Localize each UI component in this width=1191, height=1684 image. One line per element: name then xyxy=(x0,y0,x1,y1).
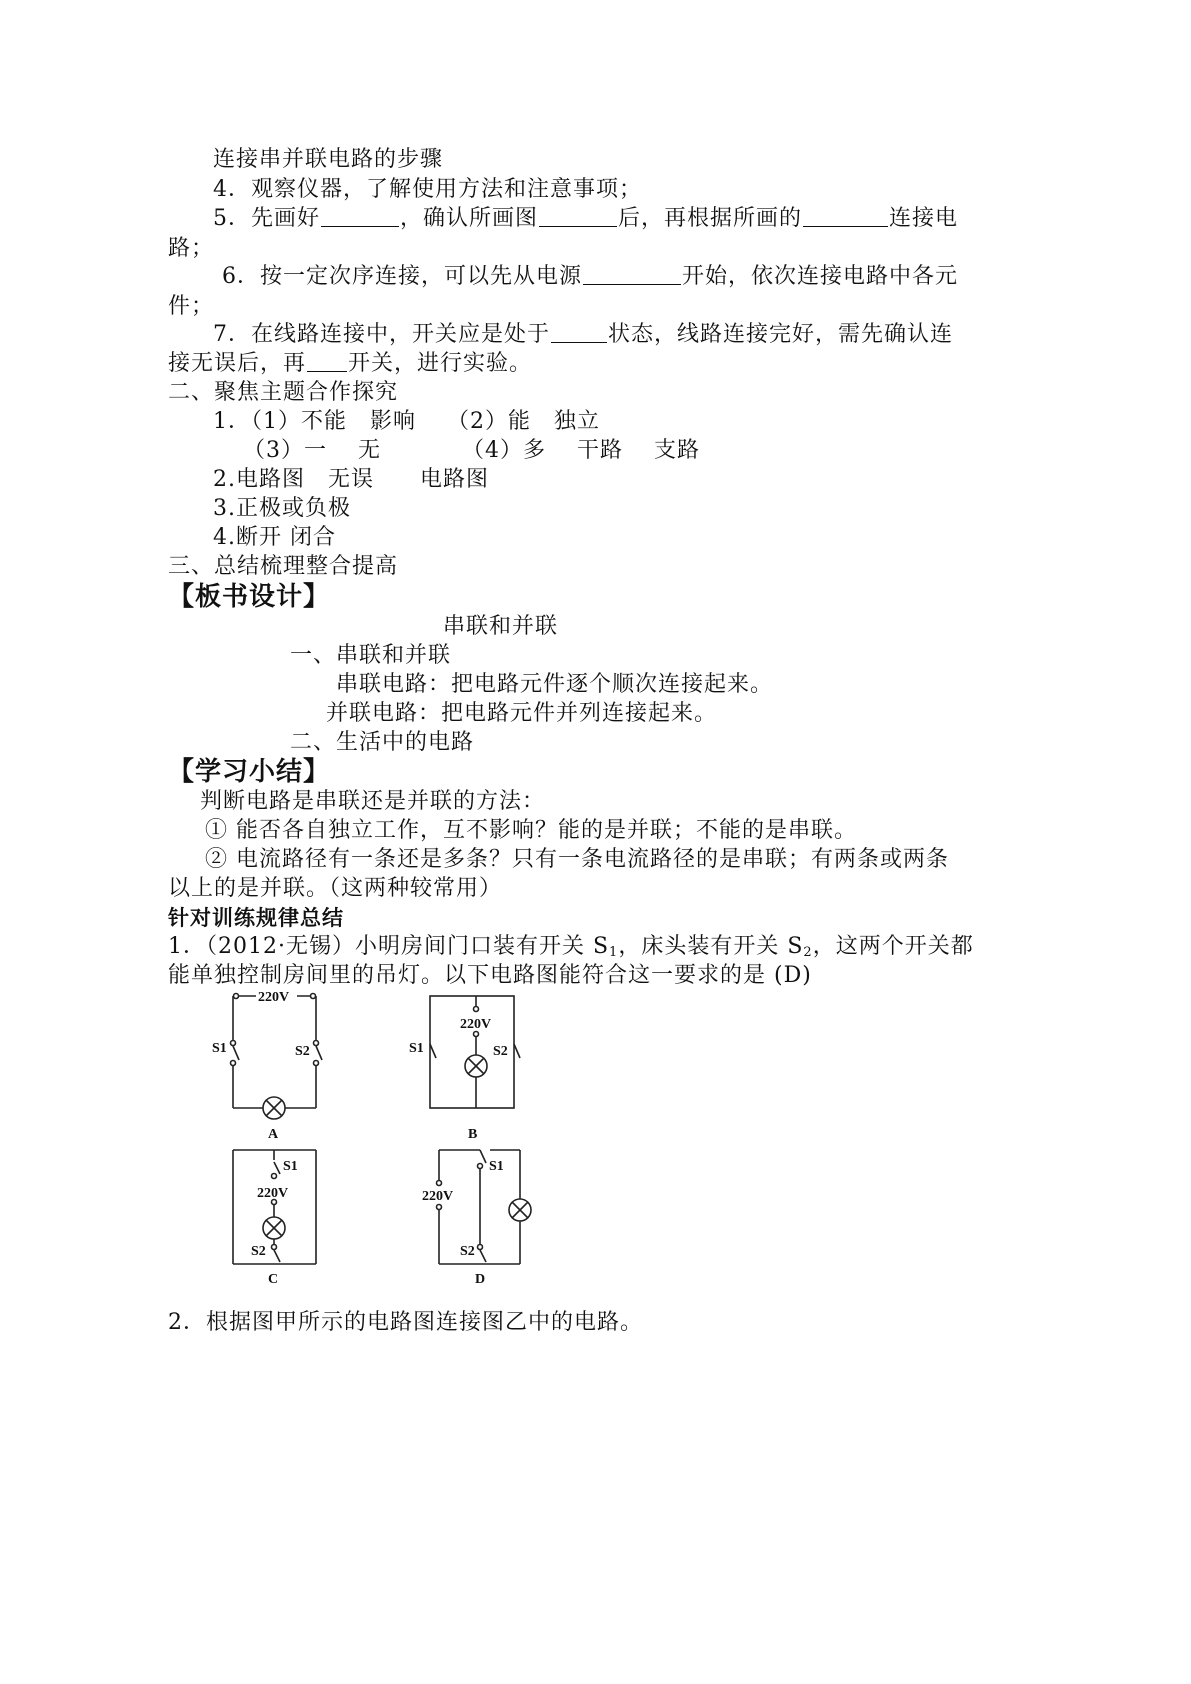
question-1: 1．（2012·无锡）小明房间门口装有开关 $S_1$，床头装有开关 $S_2$，这两个开关都 xyxy=(168,934,974,960)
answer-1: 1．（1）不能 影响 （2）能 独立 xyxy=(213,409,600,434)
circuit-c-label: C xyxy=(268,1272,279,1287)
summary-method-2: ② 电流路径有一条还是多条？只有一条电流路径的是串联；有两条或两条 xyxy=(205,847,949,872)
step-5: 5．先画好 ，确认所画图 后，再根据所画的 连接电 xyxy=(213,206,959,231)
board-center-title: 串联和并联 xyxy=(443,614,559,639)
circuit-a-voltage: 220V xyxy=(258,990,290,1005)
circuit-d-label: D xyxy=(475,1272,486,1287)
step-7-cont: 接无误后，再 开关，进行实验。 xyxy=(168,351,533,376)
answer-2: 2.电路图 无误 电路图 xyxy=(213,467,489,492)
step-4: 4．观察仪器，了解使用方法和注意事项； xyxy=(213,177,642,202)
circuit-b-voltage: 220V xyxy=(460,1017,492,1032)
step-6-cont: 件； xyxy=(168,294,215,319)
step-6: 6．按一定次序连接，可以先从电源 开始，依次连接电路中各元 xyxy=(222,264,959,289)
summary-method-1: ① 能否各自独立工作，互不影响？能的是并联；不能的是串联。 xyxy=(205,818,857,843)
board-point-1: 一、串联和并联 xyxy=(290,643,452,668)
circuit-b-s2: S2 xyxy=(493,1044,508,1059)
summary-heading: 【学习小结】 xyxy=(168,757,331,787)
board-parallel: 并联电路：把电路元件并列连接起来。 xyxy=(326,701,718,726)
circuit-d-voltage: 220V xyxy=(422,1189,454,1204)
training-heading: 针对训练规律总结 xyxy=(168,906,344,930)
circuit-c xyxy=(233,1150,316,1264)
circuit-d-s1: S1 xyxy=(489,1159,504,1174)
circuit-d xyxy=(437,1150,532,1264)
circuit-c-voltage: 220V xyxy=(257,1186,289,1201)
summary-intro: 判断电路是串联还是并联的方法： xyxy=(200,789,546,814)
step-5-cont: 路； xyxy=(168,236,215,261)
question-1-cont: 能单独控制房间里的吊灯。以下电路图能符合这一要求的是 (D) xyxy=(168,963,812,988)
answer-4: 4.断开 闭合 xyxy=(213,525,336,550)
section3-title: 三、总结梳理整合提高 xyxy=(168,554,399,579)
board-point-2: 二、生活中的电路 xyxy=(290,730,475,755)
answer-3: 3.正极或负极 xyxy=(213,496,351,521)
circuit-a-label: A xyxy=(268,1127,279,1142)
board-heading: 【板书设计】 xyxy=(168,582,331,612)
circuit-b-label: B xyxy=(468,1127,478,1142)
steps-title: 连接串并联电路的步骤 xyxy=(213,147,444,172)
answer-1b: （3）一 无 （4）多 干路 支路 xyxy=(243,438,700,463)
circuit-c-s1: S1 xyxy=(283,1159,298,1174)
step-7: 7．在线路连接中，开关应是处于 状态，线路连接完好，需先确认连 xyxy=(213,322,954,347)
circuit-d-s2: S2 xyxy=(460,1244,475,1259)
section2-title: 二、聚焦主题合作探究 xyxy=(168,380,399,405)
circuit-b-s1: S1 xyxy=(409,1041,424,1056)
circuit-a-s1: S1 xyxy=(212,1041,227,1056)
question-2: 2．根据图甲所示的电路图连接图乙中的电路。 xyxy=(168,1310,643,1335)
summary-method-2-cont: 以上的是并联。（这两种较常用） xyxy=(168,876,503,901)
circuit-a-s2: S2 xyxy=(295,1044,310,1059)
circuit-c-s2: S2 xyxy=(251,1244,266,1259)
board-series: 串联电路：把电路元件逐个顺次连接起来。 xyxy=(336,672,774,697)
